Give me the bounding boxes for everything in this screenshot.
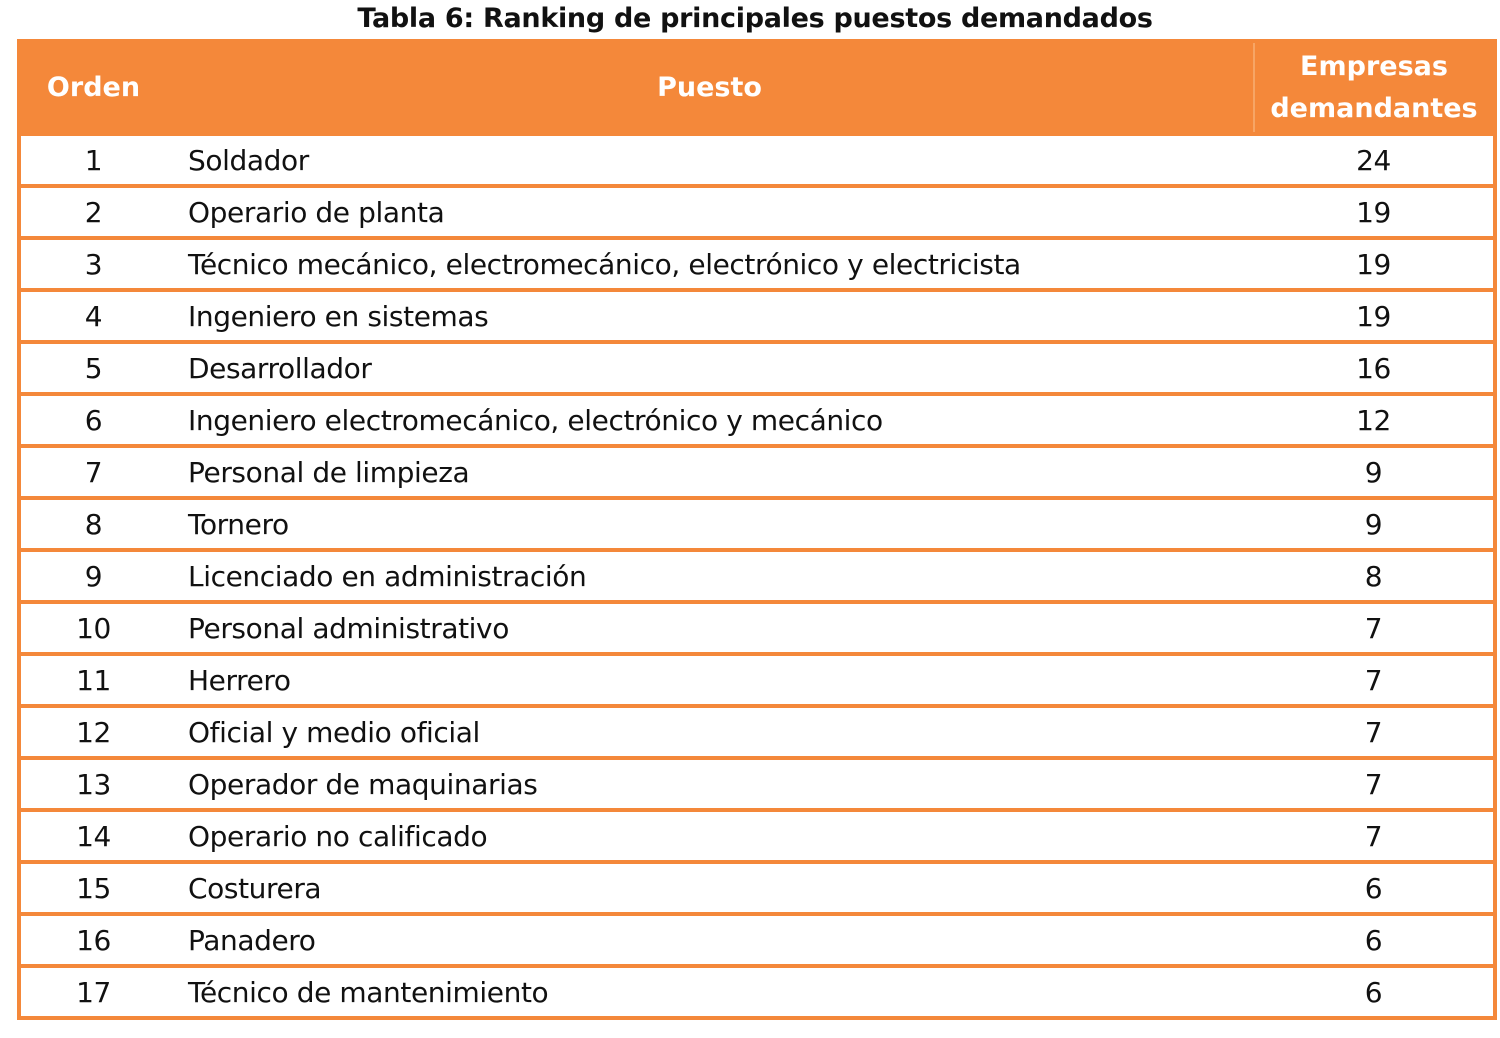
- table-row: [19, 966, 1495, 1018]
- table-row: [19, 810, 1495, 862]
- table-header: [19, 41, 1495, 134]
- puesto-cell: Personal administrativo: [166, 602, 1254, 654]
- puesto-cell: Desarrollador: [166, 342, 1254, 394]
- header-orden: Orden: [19, 41, 166, 134]
- empresas-cell: 7: [1254, 706, 1495, 758]
- orden-cell: 16: [19, 914, 166, 966]
- table-title: Tabla 6: Ranking de principales puestos demandados: [357, 3, 1153, 34]
- table-row: [19, 498, 1495, 550]
- puesto-cell: Licenciado en administración: [166, 550, 1254, 602]
- puesto-cell: Panadero: [166, 914, 1254, 966]
- puesto-cell: Operador de maquinarias: [166, 758, 1254, 810]
- orden-cell: 4: [19, 290, 166, 342]
- orden-cell: 14: [19, 810, 166, 862]
- table-row: [19, 758, 1495, 810]
- empresas-cell: 6: [1254, 862, 1495, 914]
- table-row: [19, 446, 1495, 498]
- empresas-cell: 6: [1254, 966, 1495, 1018]
- table-row: [19, 186, 1495, 238]
- puesto-cell: Ingeniero en sistemas: [166, 290, 1254, 342]
- table-row: [19, 914, 1495, 966]
- table-row: [19, 706, 1495, 758]
- empresas-cell: 7: [1254, 602, 1495, 654]
- orden-cell: 11: [19, 654, 166, 706]
- puesto-cell: Operario de planta: [166, 186, 1254, 238]
- empresas-cell: 9: [1254, 446, 1495, 498]
- table-row: [19, 342, 1495, 394]
- orden-cell: 17: [19, 966, 166, 1018]
- puesto-cell: Costurera: [166, 862, 1254, 914]
- empresas-cell: 6: [1254, 914, 1495, 966]
- orden-cell: 10: [19, 602, 166, 654]
- empresas-cell: 7: [1254, 810, 1495, 862]
- table-row: [19, 134, 1495, 186]
- puesto-cell: Oficial y medio oficial: [166, 706, 1254, 758]
- ranking-table: [17, 39, 1497, 1020]
- table-row: [19, 394, 1495, 446]
- orden-cell: 1: [19, 134, 166, 186]
- empresas-cell: 24: [1254, 134, 1495, 186]
- empresas-cell: 9: [1254, 498, 1495, 550]
- puesto-cell: Técnico mecánico, electromecánico, electrónico y electricista: [166, 238, 1254, 290]
- orden-cell: 3: [19, 238, 166, 290]
- orden-cell: 2: [19, 186, 166, 238]
- table-row: [19, 602, 1495, 654]
- header-empresas-line2: demandantes: [1270, 92, 1478, 124]
- orden-cell: 12: [19, 706, 166, 758]
- orden-cell: 7: [19, 446, 166, 498]
- puesto-cell: Operario no calificado: [166, 810, 1254, 862]
- header-empresas-line1: Empresas: [1300, 50, 1448, 82]
- puesto-cell: Herrero: [166, 654, 1254, 706]
- table-row: [19, 550, 1495, 602]
- empresas-cell: 8: [1254, 550, 1495, 602]
- puesto-cell: Soldador: [166, 134, 1254, 186]
- orden-cell: 5: [19, 342, 166, 394]
- empresas-cell: 12: [1254, 394, 1495, 446]
- puesto-cell: Tornero: [166, 498, 1254, 550]
- table-row: [19, 654, 1495, 706]
- puesto-cell: Personal de limpieza: [166, 446, 1254, 498]
- table-row: [19, 290, 1495, 342]
- puesto-cell: Técnico de mantenimiento: [166, 966, 1254, 1018]
- empresas-cell: 19: [1254, 186, 1495, 238]
- header-puesto: Puesto: [166, 41, 1254, 134]
- orden-cell: 15: [19, 862, 166, 914]
- empresas-cell: 7: [1254, 758, 1495, 810]
- orden-cell: 13: [19, 758, 166, 810]
- table-row: [19, 862, 1495, 914]
- puesto-cell: Ingeniero electromecánico, electrónico y mecánico: [166, 394, 1254, 446]
- empresas-cell: 19: [1254, 238, 1495, 290]
- orden-cell: 9: [19, 550, 166, 602]
- empresas-cell: 7: [1254, 654, 1495, 706]
- orden-cell: 6: [19, 394, 166, 446]
- empresas-cell: 19: [1254, 290, 1495, 342]
- orden-cell: 8: [19, 498, 166, 550]
- table-row: [19, 238, 1495, 290]
- table-body: [19, 134, 1495, 1018]
- header-row: [19, 41, 1495, 134]
- header-empresas-demandantes: [1254, 41, 1495, 134]
- empresas-cell: 16: [1254, 342, 1495, 394]
